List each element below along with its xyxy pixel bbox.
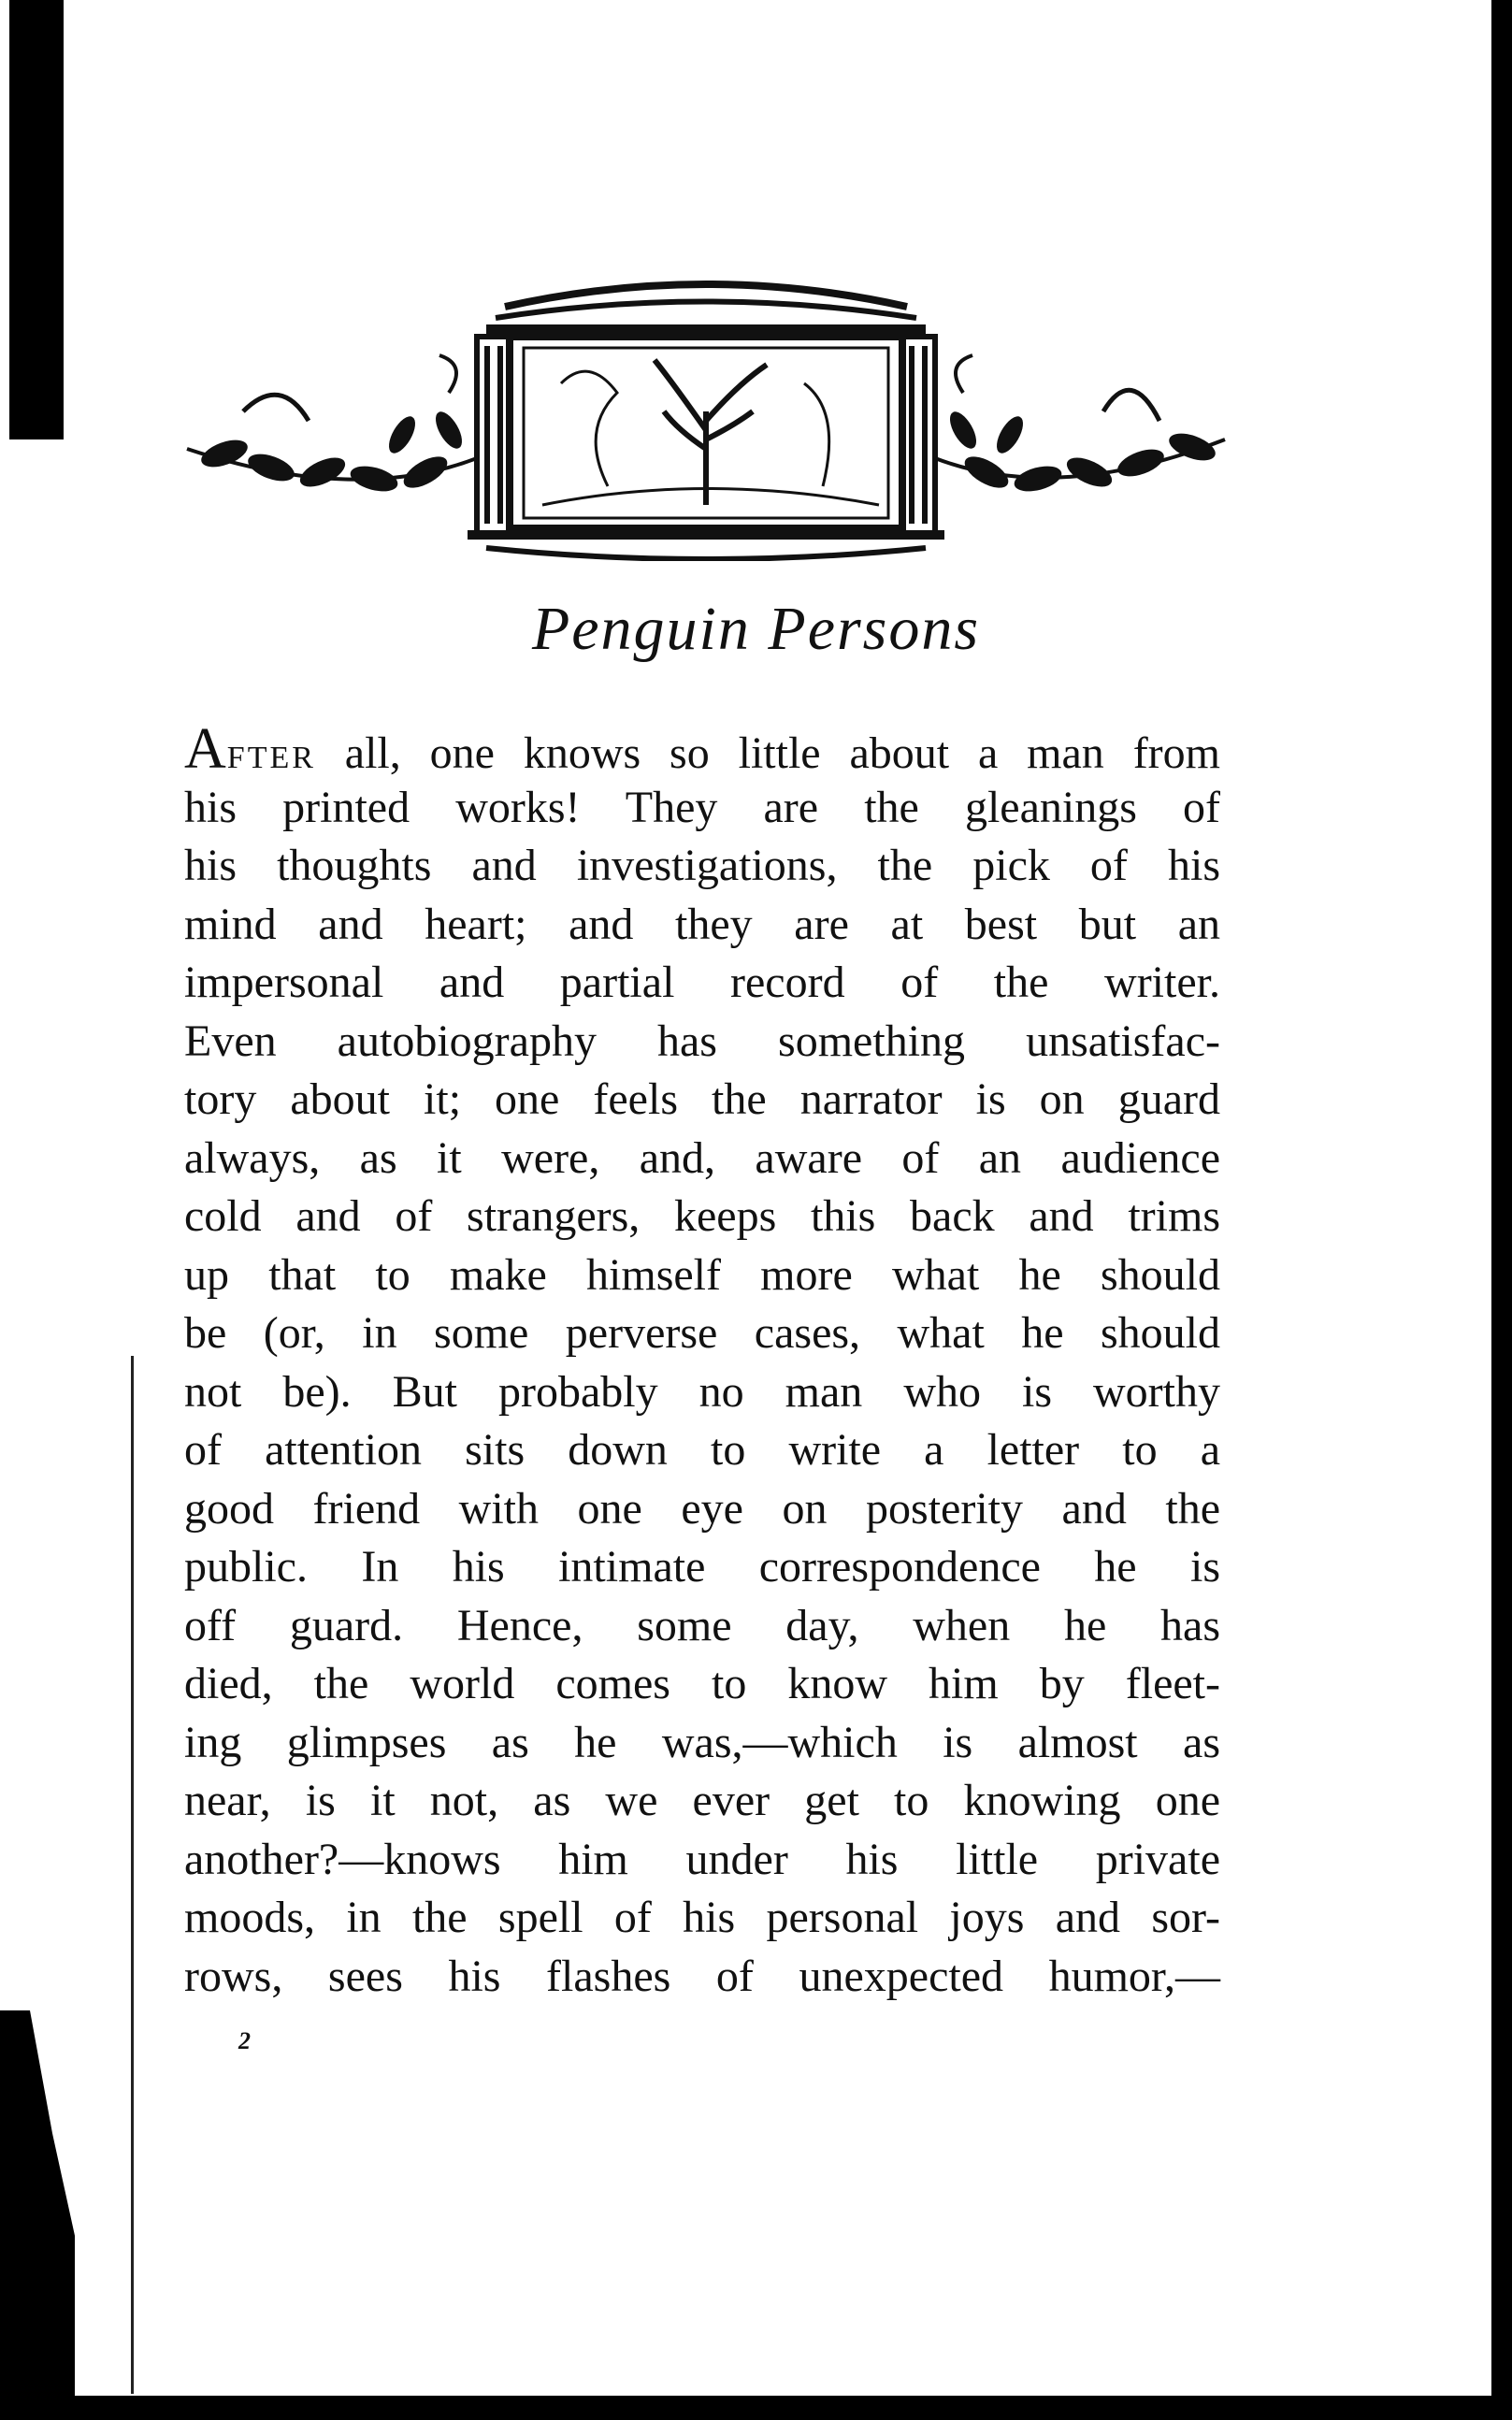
text-line: of attention sits down to write a letter to a (184, 1425, 1220, 1475)
text-line: his printed works! They are the gleanings of (184, 782, 1220, 832)
text-line: rows, sees his flashes of unexpected humor,— (184, 1951, 1220, 2001)
text-line: moods, in the spell of his personal joys and sor- (184, 1893, 1220, 1942)
text-line: public. In his intimate correspondence he is (184, 1542, 1220, 1592)
text-line: AFTER all, one knows so little about a man from (184, 717, 1220, 781)
opening-word: AFTER (184, 717, 316, 781)
page-title: Penguin Persons (531, 595, 981, 663)
text-line: good friend with one eye on posterity and the (184, 1483, 1220, 1534)
text-line: near, is it not, as we ever get to knowing one (184, 1776, 1220, 1825)
text-line: not be). But probably no man who is worthy (184, 1366, 1220, 1417)
text-line: tory about it; one feels the narrator is on guard (184, 1074, 1220, 1124)
text-line: another?—knows him under his little private (184, 1834, 1220, 1884)
text-line: ing glimpses as he was,—which is almost as (184, 1717, 1220, 1767)
text-line: up that to make himself more what he should (184, 1249, 1220, 1300)
text-line: his thoughts and investigations, the pick of his (184, 841, 1220, 890)
text-line: always, as it were, and, aware of an audience (184, 1132, 1220, 1183)
decorative-headpiece-tree-vignette (168, 271, 1244, 561)
scan-edge-left-lower (0, 2010, 75, 2420)
text-line: impersonal and partial record of the writer. (184, 958, 1220, 1007)
text-line: mind and heart; and they are at best but an (184, 899, 1220, 949)
text-line: be (or, in some perverse cases, what he should (184, 1308, 1220, 1358)
scan-edge-left (9, 0, 64, 439)
text-line: Even autobiography has something unsatisfac- (184, 1016, 1220, 1066)
scan-edge-bottom (0, 2396, 1512, 2420)
page-number: 2 (238, 2027, 251, 2054)
text-line: cold and of strangers, keeps this back and trims (184, 1191, 1220, 1241)
text-line: off guard. Hence, some day, when he has (184, 1600, 1220, 1650)
body-paragraph (184, 717, 1220, 2006)
text-line: died, the world comes to know him by fleet- (184, 1659, 1220, 1708)
scan-edge-right (1491, 0, 1512, 2420)
page-border-line (131, 1356, 134, 2394)
